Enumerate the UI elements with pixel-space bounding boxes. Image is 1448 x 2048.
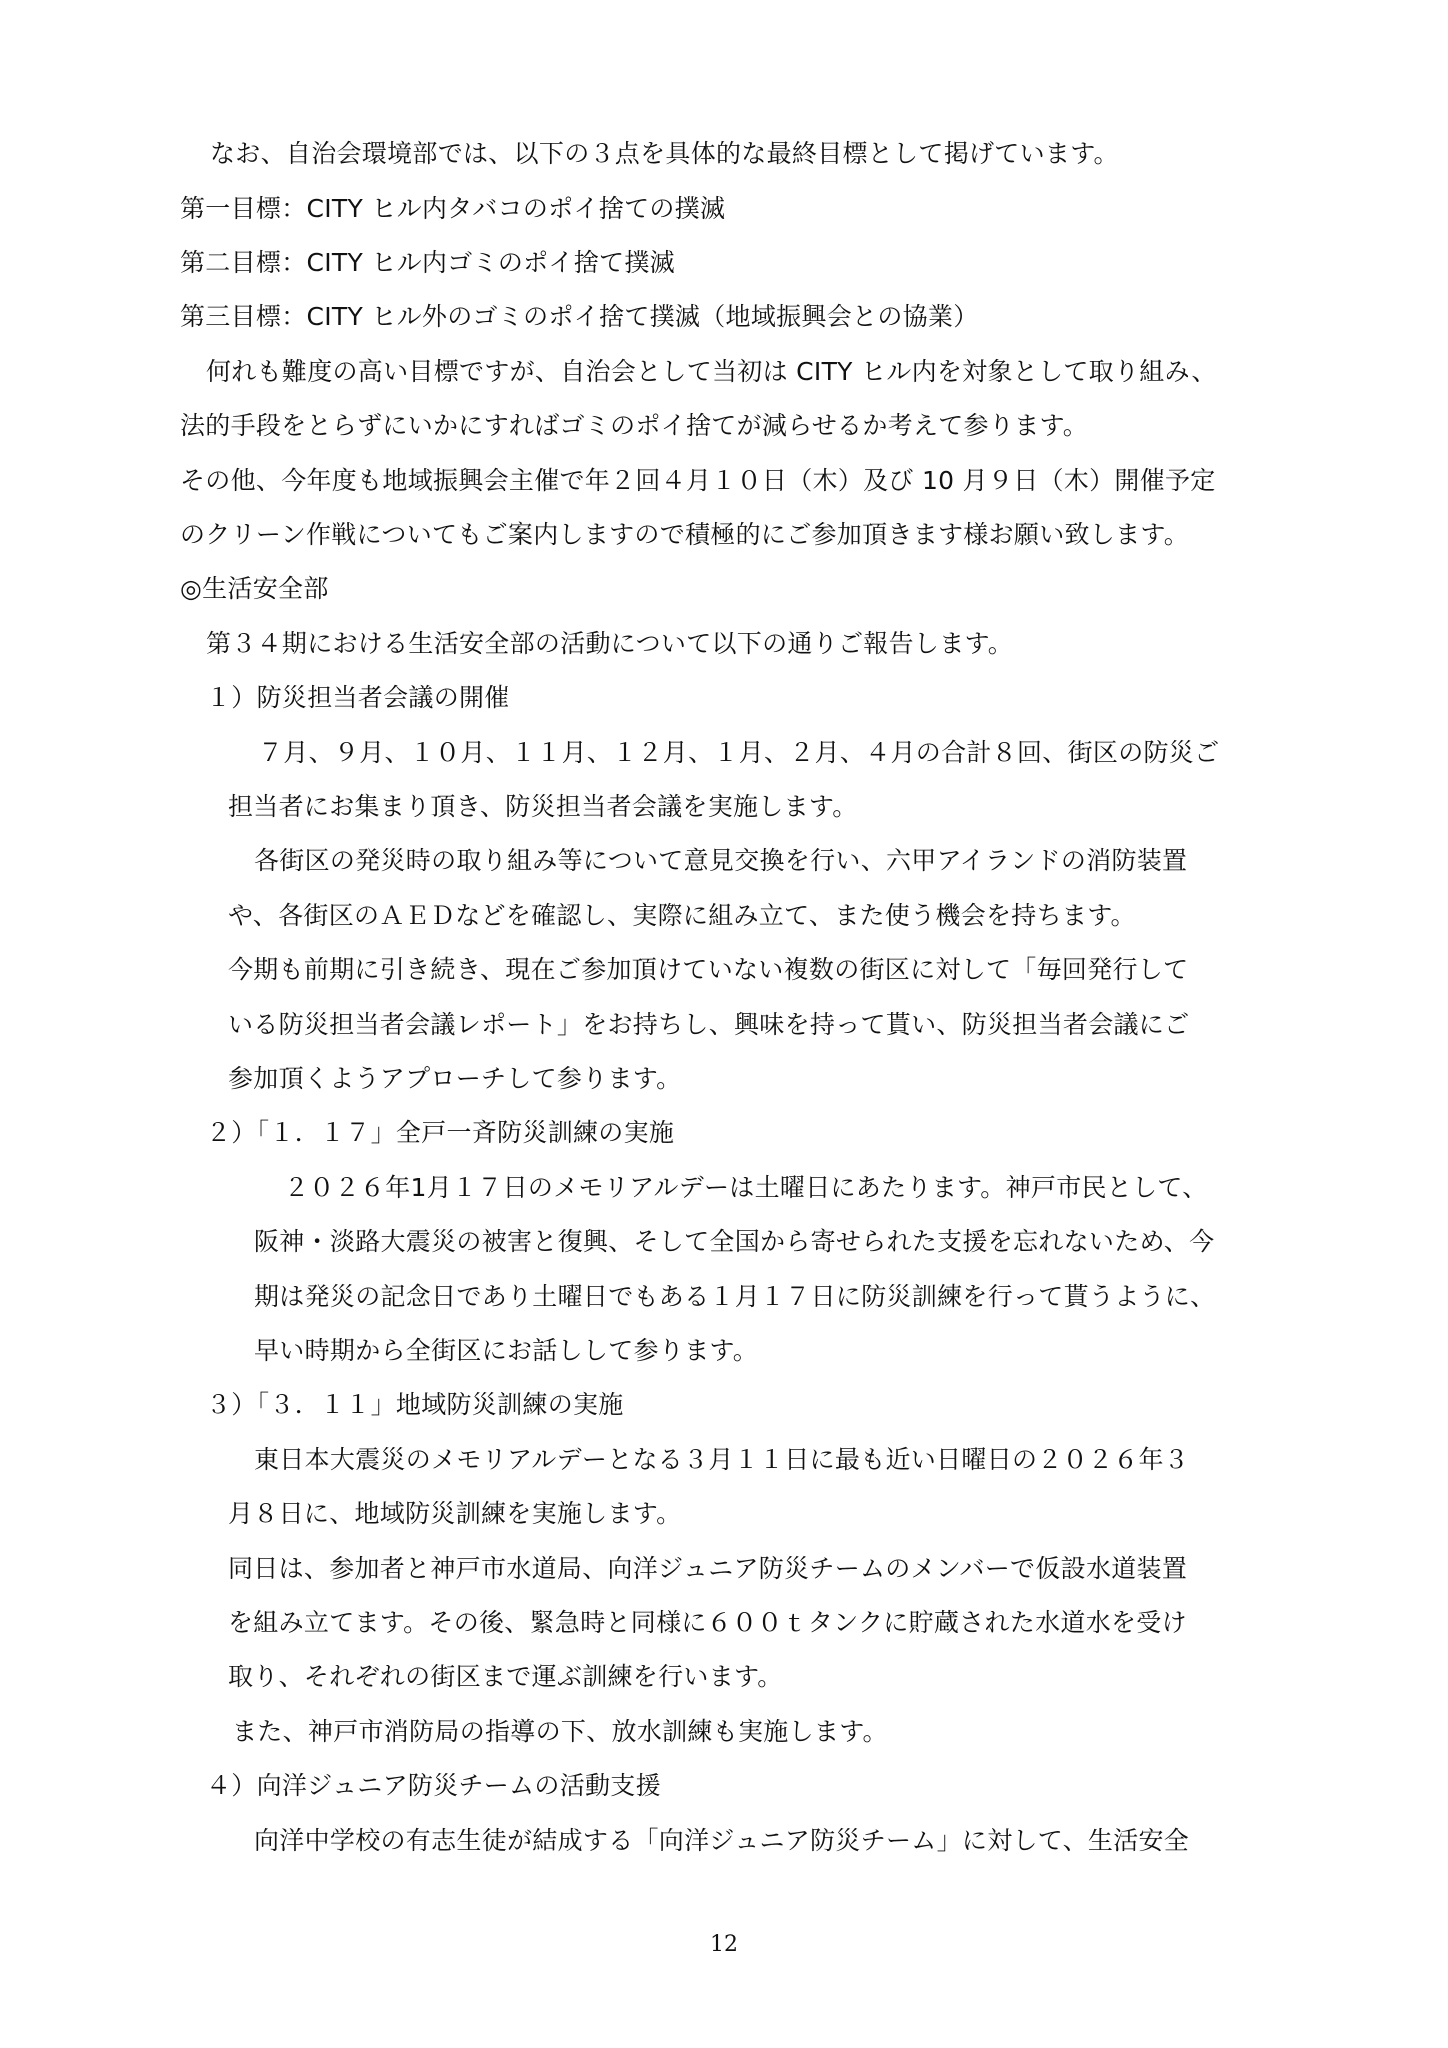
text-line: 早い時期から全街区にお話しして参ります。 (254, 1336, 759, 1365)
subsection-heading: ３）「３．１１」地域防災訓練の実施 (206, 1390, 624, 1419)
text-line: のクリーン作戦についてもご案内しますので積極的にご参加頂きます様お願い致します。 (180, 520, 1190, 549)
subsection-heading: １）防災担当者会議の開催 (206, 683, 510, 712)
subsection-heading: ４）向洋ジュニア防災チームの活動支援 (206, 1771, 661, 1800)
text-line: なお、自治会環境部では、以下の３点を具体的な最終目標として掲げています。 (210, 139, 1119, 168)
text-line: 同日は、参加者と神戸市水道局、向洋ジュニア防災チームのメンバーで仮設水道装置 (228, 1554, 1188, 1583)
goal-second: 第二目標：CITY ヒル内ゴミのポイ捨て撲滅 (180, 248, 675, 277)
text-line: 法的手段をとらずにいかにすればゴミのポイ捨てが減らせるか考えて参ります。 (180, 411, 1089, 440)
text-line: 何れも難度の高い目標ですが、自治会として当初は CITY ヒル内を対象として取り組み、 (206, 357, 1217, 386)
text-line: 第３４期における生活安全部の活動について以下の通りご報告します。 (206, 629, 1014, 658)
text-line: 参加頂くようアプローチして参ります。 (228, 1064, 682, 1093)
text-line: 各街区の発災時の取り組み等について意見交換を行い、六甲アイランドの消防装置 (254, 846, 1188, 875)
text-line: また、神戸市消防局の指導の下、放水訓練も実施します。 (232, 1717, 888, 1746)
subsection-heading: ２）「１．１７」全戸一斉防災訓練の実施 (206, 1118, 675, 1147)
text-line: その他、今年度も地域振興会主催で年２回４月１０日（木）及び 10 月９日（木）開催予定 (180, 466, 1216, 495)
text-line: 月８日に、地域防災訓練を実施します。 (228, 1499, 682, 1528)
text-line: 阪神・淡路大震災の被害と復興、そして全国から寄せられた支援を忘れないため、今 (254, 1227, 1215, 1256)
text-line: 向洋中学校の有志生徒が結成する「向洋ジュニア防災チーム」に対して、生活安全 (254, 1826, 1190, 1855)
text-line: ２０２６年1月１７日のメモリアルデーは土曜日にあたります。神戸市民として、 (284, 1173, 1208, 1202)
text-line: を組み立てます。その後、緊急時と同様に６００ｔタンクに貯蔵された水道水を受け (228, 1608, 1187, 1637)
page-number: 12 (710, 1932, 738, 1957)
text-line: 取り、それぞれの街区まで運ぶ訓練を行います。 (228, 1662, 783, 1691)
goal-third: 第三目標：CITY ヒル外のゴミのポイ捨て撲滅（地域振興会との協業） (180, 302, 979, 331)
text-line: 今期も前期に引き続き、現在ご参加頂けていない複数の街区に対して「毎回発行して (228, 955, 1189, 984)
text-line: ７月、９月、１０月、１１月、１２月、１月、２月、４月の合計８回、街区の防災ご (258, 738, 1220, 767)
goal-first: 第一目標：CITY ヒル内タバコのポイ捨ての撲滅 (180, 194, 726, 223)
text-line: 東日本大震災のメモリアルデーとなる３月１１日に最も近い日曜日の２０２６年３ (254, 1445, 1190, 1474)
text-line: や、各街区のＡＥＤなどを確認し、実際に組み立て、また使う機会を持ちます。 (228, 901, 1136, 930)
text-line: いる防災担当者会議レポート」をお持ちし、興味を持って貰い、防災担当者会議にご (228, 1010, 1190, 1039)
text-line: 期は発災の記念日であり土曜日でもある１月１７日に防災訓練を行って貰うように、 (254, 1282, 1216, 1311)
text-line: 担当者にお集まり頂き、防災担当者会議を実施します。 (228, 792, 858, 821)
section-heading: ◎生活安全部 (180, 574, 329, 603)
